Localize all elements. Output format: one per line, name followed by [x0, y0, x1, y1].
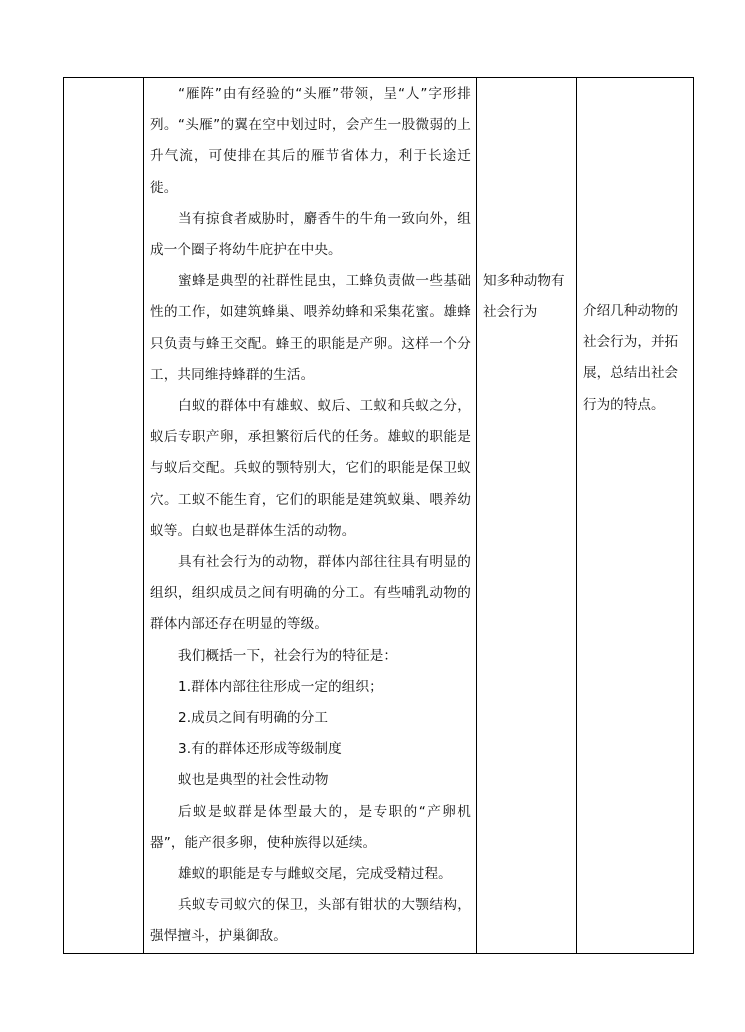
teaching-content-cell [144, 78, 477, 954]
paragraph-musk-ox: 当有掠食者威胁时，麝香牛的牛角一致向外，组成一个圈子将幼牛庇护在中央。 [150, 210, 471, 259]
paragraph-bees: 蜜蜂是典型的社群性昆虫，工蜂负责做一些基础性的工作，如建筑蜂巢、喂养幼蜂和采集花蜜。雄蜂只负责与蜂王交配。蜂王的职能是产卵。这样一个分工，共同维持蜂群的生活。 [150, 273, 471, 383]
table-row [64, 78, 694, 954]
paragraph-male-ant: 雄蚁的职能是专与雌蚁交尾，完成受精过程。 [178, 866, 452, 883]
paragraph-queen-ant: 后蚁是蚁群是体型最大的，是专职的“产卵机器”，能产很多卵，使种族得以延续。 [150, 803, 471, 851]
list-item-feature-3: 3.有的群体还形成等级制度 [178, 741, 342, 758]
list-item-feature-1: 1.群体内部往往形成一定的组织； [178, 678, 383, 695]
empty-cell [64, 78, 144, 954]
paragraph-goose-formation: “雁阵”由有经验的“头雁”带领，呈“人”字形排列。“头雁”的翼在空中划过时，会产生一股微弱的上升气流，可使排在其后的雁节省体力，利于长途迁徙。 [150, 86, 471, 196]
list-item-feature-2: 2.成员之间有明确的分工 [178, 710, 329, 727]
paragraph-soldier-ant: 兵蚁专司蚁穴的保卫，头部有钳状的大颚结构，强悍擅斗，护巢御敌。 [150, 897, 471, 945]
design-intent-cell [577, 78, 694, 954]
lesson-table [63, 77, 694, 954]
paragraph-termites: 白蚁的群体中有雄蚁、蚁后、工蚁和兵蚁之分，蚁后专职产卵，承担繁衍后代的任务。雄蚁的职能是与蚁后交配。兵蚁的颚特别大，它们的职能是保卫蚁穴。工蚁不能生育，它们的职能是建筑蚁巢、喂养幼蚁等。白蚁也是群体生活的动物。 [150, 398, 471, 539]
student-activity-text: 知多种动物有社会行为 [483, 273, 565, 321]
paragraph-social-animals: 具有社会行为的动物，群体内部往往具有明显的组织，组织成员之间有明确的分工。有些哺乳动物的群体内部还存在明显的等级。 [150, 554, 471, 633]
design-intent-text: 介绍几种动物的社会行为，并拓展，总结出社会行为的特点。 [583, 303, 679, 413]
paragraph-summary-intro: 我们概括一下，社会行为的特征是： [178, 647, 398, 664]
student-activity-cell [477, 78, 577, 954]
paragraph-ants-intro: 蚁也是典型的社会性动物 [178, 772, 329, 789]
